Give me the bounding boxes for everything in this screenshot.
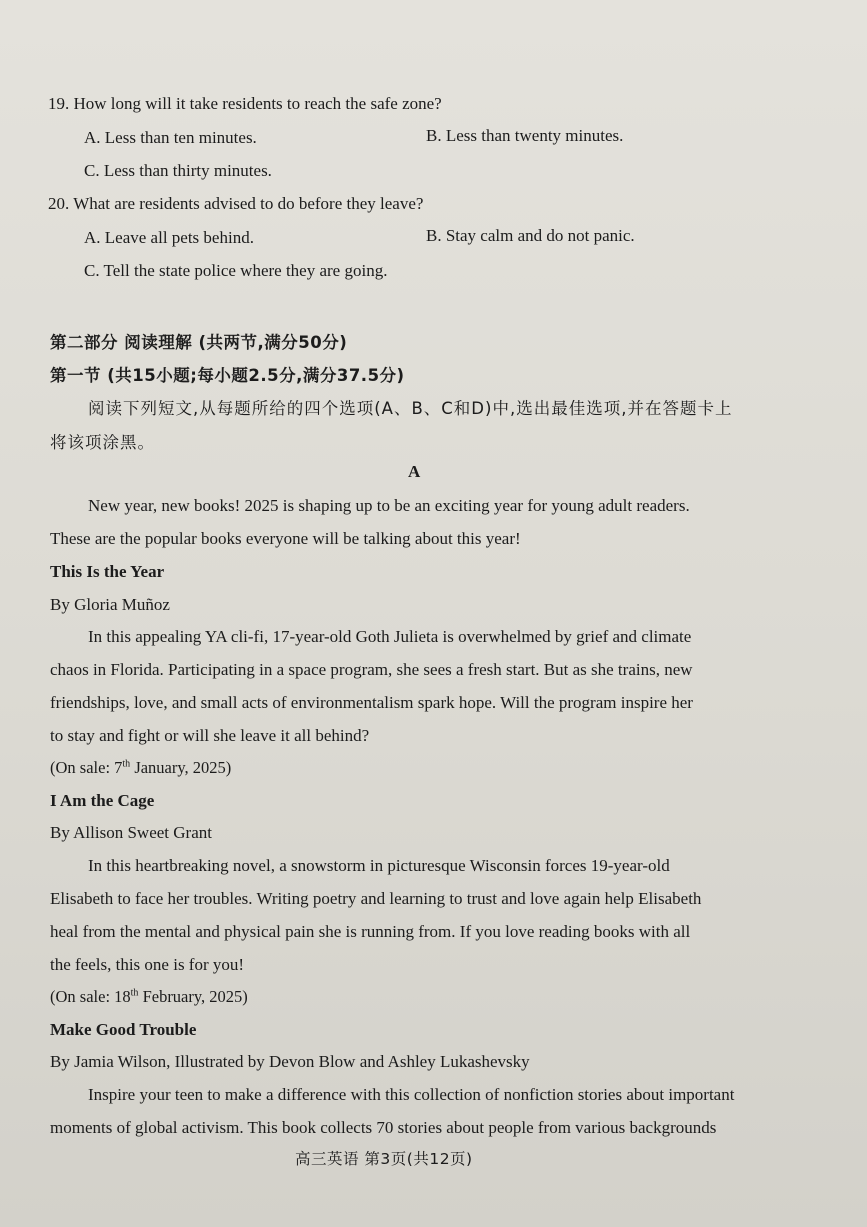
question-number: 19. (48, 94, 70, 113)
option-20-c: C. Tell the state police where they are going. (84, 261, 388, 280)
book-author: By Gloria Muñoz (50, 595, 170, 614)
question-20 (48, 194, 423, 214)
option-19-c: C. Less than thirty minutes. (84, 161, 272, 180)
description-line: Elisabeth to face her troubles. Writing poetry and learning to trust and love again help Elisabeth (50, 889, 702, 908)
option-20-b: B. Stay calm and do not panic. (426, 226, 635, 245)
book-title: I Am the Cage (50, 791, 155, 810)
description-line: moments of global activism. This book collects 70 stories about people from various backgrounds (50, 1118, 717, 1137)
question-number: 20. (48, 194, 70, 213)
sale-suffix: February, 2025) (138, 987, 248, 1006)
sale-sup: th (130, 987, 139, 999)
instructions-line-2: 将该项涂黑。 (50, 433, 155, 452)
description-line: the feels, this one is for you! (50, 955, 245, 974)
question-text: What are residents advised to do before they leave? (73, 194, 424, 213)
part-title: 第二部分 阅读理解 (共两节,满分50分) (50, 333, 348, 352)
sale-sup: th (122, 758, 131, 770)
option-19-b: B. Less than twenty minutes. (426, 126, 624, 145)
sale-suffix: January, 2025) (130, 758, 232, 777)
intro-line: These are the popular books everyone will be talking about this year! (50, 529, 521, 548)
instructions-line-1: 阅读下列短文,从每题所给的四个选项(A、B、C和D)中,选出最佳选项,并在答题卡上 (88, 399, 733, 418)
description-line: In this appealing YA cli-fi, 17-year-old Goth Julieta is overwhelmed by grief and climate (88, 627, 692, 646)
description-line: heal from the mental and physical pain she is running from. If you love reading books with all (50, 922, 691, 941)
on-sale-date (50, 758, 231, 778)
question-text: How long will it take residents to reach the safe zone? (73, 94, 442, 113)
sale-prefix: (On sale: 7 (50, 758, 123, 777)
on-sale-date (50, 987, 248, 1007)
description-line: chaos in Florida. Participating in a space program, she sees a fresh start. But as she trains, new (50, 660, 693, 679)
description-line: Inspire your teen to make a difference with this collection of nonfiction stories about important (88, 1085, 735, 1104)
book-title: Make Good Trouble (50, 1020, 197, 1039)
option-19-a: A. Less than ten minutes. (84, 128, 257, 147)
page-footer: 高三英语 第3页(共12页) (295, 1150, 473, 1168)
description-line: In this heartbreaking novel, a snowstorm in picturesque Wisconsin forces 19-year-old (88, 856, 670, 875)
option-20-a: A. Leave all pets behind. (84, 228, 254, 247)
question-19 (48, 94, 442, 114)
book-description (50, 849, 778, 981)
book-description (50, 620, 778, 752)
passage-intro (50, 489, 778, 555)
description-line: friendships, love, and small acts of environmentalism spark hope. Will the program inspire her (50, 693, 693, 712)
sale-prefix: (On sale: 18 (50, 987, 131, 1006)
book-title: This Is the Year (50, 562, 165, 581)
book-description (50, 1078, 778, 1144)
book-author: By Jamia Wilson, Illustrated by Devon Blow and Ashley Lukashevsky (50, 1052, 530, 1071)
book-author: By Allison Sweet Grant (50, 823, 212, 842)
description-line: to stay and fight or will she leave it all behind? (50, 726, 370, 745)
intro-line: New year, new books! 2025 is shaping up to be an exciting year for young adult readers. (88, 496, 690, 515)
subsection-title: 第一节 (共15小题;每小题2.5分,满分37.5分) (50, 366, 405, 385)
passage-letter: A (408, 462, 421, 481)
